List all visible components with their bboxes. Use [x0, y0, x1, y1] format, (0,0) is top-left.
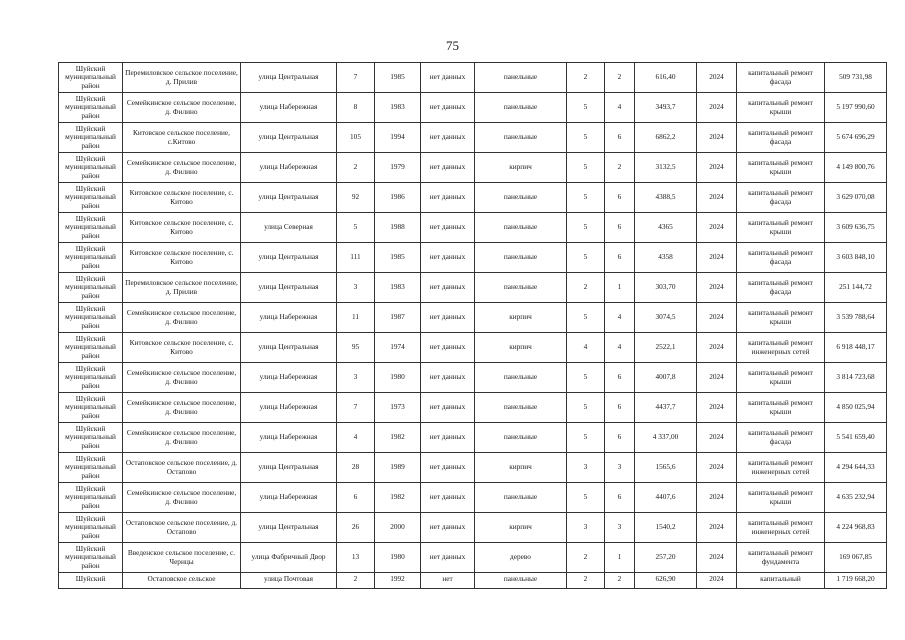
settlement-cell: Семейкинское сельское поселение, д. Филино [123, 153, 241, 183]
year-built-cell: 1983 [375, 273, 421, 303]
year-built-cell: 1987 [375, 303, 421, 333]
repair-type-cell: капитальный ремонт фасада [737, 183, 825, 213]
table-row [59, 153, 887, 183]
repair-type-cell: капитальный ремонт фасада [737, 423, 825, 453]
cost-cell: 5 541 659,40 [825, 423, 887, 453]
district-cell: Шуйский муниципальный район [59, 93, 123, 123]
settlement-cell: Китовское сельское поселение, с. Китово [123, 183, 241, 213]
repair-year-cell: 2024 [697, 63, 737, 93]
entrances-cell: 1 [605, 273, 635, 303]
repair-year-cell: 2024 [697, 363, 737, 393]
year-built-cell: 1980 [375, 363, 421, 393]
entrances-cell: 6 [605, 393, 635, 423]
settlement-cell: Китовское сельское поселение, с.Китово [123, 123, 241, 153]
house-number-cell: 8 [337, 93, 375, 123]
area-cell: 626,90 [635, 573, 697, 589]
wall-material-cell: панельные [475, 183, 567, 213]
area-cell: 3493,7 [635, 93, 697, 123]
house-number-cell: 28 [337, 453, 375, 483]
wall-material-cell: панельные [475, 273, 567, 303]
street-cell: улица Северная [241, 213, 337, 243]
district-cell: Шуйский муниципальный район [59, 333, 123, 363]
floors-cell: 5 [567, 153, 605, 183]
year-built-cell: 1994 [375, 123, 421, 153]
year-built-cell: 1979 [375, 153, 421, 183]
district-cell: Шуйский муниципальный район [59, 453, 123, 483]
year-cell-2: нет данных [421, 243, 475, 273]
year-cell-2: нет данных [421, 183, 475, 213]
area-cell: 3074,5 [635, 303, 697, 333]
year-built-cell: 1985 [375, 243, 421, 273]
street-cell: улица Почтовая [241, 573, 337, 589]
entrances-cell: 3 [605, 513, 635, 543]
year-cell-2: нет данных [421, 543, 475, 573]
table-row [59, 543, 887, 573]
settlement-cell: Перемиловское сельское поселение, д. Прилив [123, 273, 241, 303]
house-number-cell: 4 [337, 423, 375, 453]
cost-cell: 5 674 696,29 [825, 123, 887, 153]
house-number-cell: 3 [337, 273, 375, 303]
year-built-cell: 1989 [375, 453, 421, 483]
street-cell: улица Набережная [241, 363, 337, 393]
district-cell: Шуйский муниципальный район [59, 123, 123, 153]
entrances-cell: 2 [605, 153, 635, 183]
entrances-cell: 2 [605, 63, 635, 93]
table-row [59, 573, 887, 589]
cost-cell: 3 603 848,10 [825, 243, 887, 273]
house-number-cell: 5 [337, 213, 375, 243]
settlement-cell: Китовское сельское поселение, с. Китово [123, 243, 241, 273]
district-cell: Шуйский муниципальный район [59, 63, 123, 93]
house-number-cell: 26 [337, 513, 375, 543]
table-body [59, 63, 887, 589]
wall-material-cell: панельные [475, 123, 567, 153]
floors-cell: 4 [567, 333, 605, 363]
district-cell: Шуйский муниципальный район [59, 423, 123, 453]
cost-cell: 4 635 232,94 [825, 483, 887, 513]
wall-material-cell: панельные [475, 423, 567, 453]
repair-type-cell: капитальный ремонт инженерных сетей [737, 453, 825, 483]
year-cell-2: нет данных [421, 153, 475, 183]
year-cell-2: нет данных [421, 213, 475, 243]
street-cell: улица Набережная [241, 303, 337, 333]
year-built-cell: 2000 [375, 513, 421, 543]
repair-type-cell: капитальный ремонт инженерных сетей [737, 333, 825, 363]
repair-year-cell: 2024 [697, 153, 737, 183]
cost-cell: 5 197 990,60 [825, 93, 887, 123]
repair-year-cell: 2024 [697, 483, 737, 513]
cost-cell: 3 539 788,64 [825, 303, 887, 333]
year-cell-2: нет данных [421, 393, 475, 423]
floors-cell: 5 [567, 393, 605, 423]
street-cell: улица Набережная [241, 153, 337, 183]
street-cell: улица Центральная [241, 513, 337, 543]
district-cell: Шуйский муниципальный район [59, 243, 123, 273]
floors-cell: 5 [567, 183, 605, 213]
settlement-cell: Семейкинское сельское поселение, д. Филино [123, 393, 241, 423]
wall-material-cell: панельные [475, 363, 567, 393]
cost-cell: 169 067,85 [825, 543, 887, 573]
table-row [59, 273, 887, 303]
wall-material-cell: панельные [475, 243, 567, 273]
wall-material-cell: панельные [475, 93, 567, 123]
year-built-cell: 1988 [375, 213, 421, 243]
district-cell: Шуйский муниципальный район [59, 303, 123, 333]
floors-cell: 5 [567, 243, 605, 273]
table-row [59, 513, 887, 543]
repair-type-cell: капитальный ремонт фасада [737, 243, 825, 273]
year-cell-2: нет данных [421, 123, 475, 153]
year-built-cell: 1985 [375, 63, 421, 93]
floors-cell: 3 [567, 513, 605, 543]
table-row [59, 483, 887, 513]
cost-cell: 4 294 644,33 [825, 453, 887, 483]
repair-type-cell: капитальный ремонт крыши [737, 363, 825, 393]
repair-year-cell: 2024 [697, 183, 737, 213]
street-cell: улица Центральная [241, 243, 337, 273]
floors-cell: 5 [567, 213, 605, 243]
settlement-cell: Семейкинское сельское поселение, д. Филино [123, 303, 241, 333]
wall-material-cell: панельные [475, 393, 567, 423]
year-cell-2: нет данных [421, 273, 475, 303]
settlement-cell: Остаповское сельское [123, 573, 241, 589]
table-row [59, 213, 887, 243]
area-cell: 4388,5 [635, 183, 697, 213]
year-cell-2: нет данных [421, 513, 475, 543]
district-cell: Шуйский муниципальный район [59, 543, 123, 573]
street-cell: улица Центральная [241, 123, 337, 153]
settlement-cell: Семейкинское сельское поселение, д. Филино [123, 483, 241, 513]
entrances-cell: 6 [605, 123, 635, 153]
repair-type-cell: капитальный ремонт фундамента [737, 543, 825, 573]
year-cell-2: нет данных [421, 423, 475, 453]
area-cell: 4365 [635, 213, 697, 243]
district-cell: Шуйский [59, 573, 123, 589]
page-number: 75 [446, 38, 459, 53]
house-number-cell: 7 [337, 393, 375, 423]
table-row [59, 63, 887, 93]
repair-type-cell: капитальный ремонт крыши [737, 483, 825, 513]
table-row [59, 453, 887, 483]
entrances-cell: 6 [605, 213, 635, 243]
area-cell: 4358 [635, 243, 697, 273]
settlement-cell: Остаповское сельское поселение, д. Остапово [123, 513, 241, 543]
year-cell-2: нет данных [421, 333, 475, 363]
settlement-cell: Семейкинское сельское поселение, д. Филино [123, 363, 241, 393]
settlement-cell: Семейкинское сельское поселение, д. Филино [123, 93, 241, 123]
district-cell: Шуйский муниципальный район [59, 483, 123, 513]
table-row [59, 363, 887, 393]
entrances-cell: 6 [605, 183, 635, 213]
street-cell: улица Центральная [241, 273, 337, 303]
repair-year-cell: 2024 [697, 303, 737, 333]
house-number-cell: 6 [337, 483, 375, 513]
wall-material-cell: кирпич [475, 453, 567, 483]
repair-type-cell: капитальный ремонт инженерных сетей [737, 513, 825, 543]
street-cell: улица Центральная [241, 63, 337, 93]
entrances-cell: 2 [605, 573, 635, 589]
entrances-cell: 6 [605, 363, 635, 393]
table-row [59, 123, 887, 153]
cost-cell: 3 609 636,75 [825, 213, 887, 243]
wall-material-cell: дерево [475, 543, 567, 573]
cost-cell: 1 719 668,20 [825, 573, 887, 589]
floors-cell: 2 [567, 543, 605, 573]
house-number-cell: 105 [337, 123, 375, 153]
year-built-cell: 1973 [375, 393, 421, 423]
year-built-cell: 1982 [375, 483, 421, 513]
repair-year-cell: 2024 [697, 123, 737, 153]
wall-material-cell: кирпич [475, 513, 567, 543]
wall-material-cell: панельные [475, 213, 567, 243]
area-cell: 4437,7 [635, 393, 697, 423]
cost-cell: 6 918 448,17 [825, 333, 887, 363]
year-built-cell: 1986 [375, 183, 421, 213]
year-cell-2: нет данных [421, 363, 475, 393]
street-cell: улица Центральная [241, 183, 337, 213]
settlement-cell: Китовское сельское поселение, с. Китово [123, 213, 241, 243]
wall-material-cell: панельные [475, 573, 567, 589]
entrances-cell: 6 [605, 423, 635, 453]
area-cell: 1565,6 [635, 453, 697, 483]
street-cell: улица Набережная [241, 483, 337, 513]
floors-cell: 5 [567, 93, 605, 123]
wall-material-cell: кирпич [475, 333, 567, 363]
house-number-cell: 3 [337, 363, 375, 393]
district-cell: Шуйский муниципальный район [59, 213, 123, 243]
area-cell: 4 337,00 [635, 423, 697, 453]
year-built-cell: 1983 [375, 93, 421, 123]
floors-cell: 5 [567, 363, 605, 393]
cost-cell: 4 149 800,76 [825, 153, 887, 183]
repair-year-cell: 2024 [697, 333, 737, 363]
year-built-cell: 1974 [375, 333, 421, 363]
street-cell: улица Набережная [241, 93, 337, 123]
district-cell: Шуйский муниципальный район [59, 273, 123, 303]
floors-cell: 3 [567, 453, 605, 483]
floors-cell: 5 [567, 423, 605, 453]
wall-material-cell: панельные [475, 63, 567, 93]
house-number-cell: 95 [337, 333, 375, 363]
settlement-cell: Перемиловское сельское поселение, д. Прилив [123, 63, 241, 93]
year-cell-2: нет данных [421, 453, 475, 483]
year-cell-2: нет данных [421, 483, 475, 513]
district-cell: Шуйский муниципальный район [59, 393, 123, 423]
table-row [59, 183, 887, 213]
wall-material-cell: панельные [475, 483, 567, 513]
housing-repair-table [58, 62, 887, 589]
entrances-cell: 4 [605, 93, 635, 123]
cost-cell: 4 850 025,94 [825, 393, 887, 423]
table-row [59, 423, 887, 453]
street-cell: улица Фабричный Двор [241, 543, 337, 573]
cost-cell: 4 224 968,83 [825, 513, 887, 543]
year-built-cell: 1982 [375, 423, 421, 453]
repair-year-cell: 2024 [697, 453, 737, 483]
repair-year-cell: 2024 [697, 543, 737, 573]
floors-cell: 5 [567, 303, 605, 333]
table-row [59, 93, 887, 123]
repair-year-cell: 2024 [697, 243, 737, 273]
wall-material-cell: кирпич [475, 303, 567, 333]
house-number-cell: 111 [337, 243, 375, 273]
repair-type-cell: капитальный ремонт крыши [737, 393, 825, 423]
repair-year-cell: 2024 [697, 393, 737, 423]
street-cell: улица Центральная [241, 333, 337, 363]
repair-year-cell: 2024 [697, 513, 737, 543]
entrances-cell: 6 [605, 483, 635, 513]
district-cell: Шуйский муниципальный район [59, 363, 123, 393]
repair-type-cell: капитальный ремонт крыши [737, 303, 825, 333]
year-cell-2: нет данных [421, 93, 475, 123]
year-built-cell: 1980 [375, 543, 421, 573]
year-cell-2: нет [421, 573, 475, 589]
repair-type-cell: капитальный ремонт крыши [737, 153, 825, 183]
table-row [59, 393, 887, 423]
area-cell: 2522,1 [635, 333, 697, 363]
area-cell: 1540,2 [635, 513, 697, 543]
repair-type-cell: капитальный ремонт фасада [737, 273, 825, 303]
repair-type-cell: капитальный ремонт крыши [737, 213, 825, 243]
area-cell: 616,40 [635, 63, 697, 93]
house-number-cell: 2 [337, 153, 375, 183]
street-cell: улица Центральная [241, 453, 337, 483]
area-cell: 3132,5 [635, 153, 697, 183]
settlement-cell: Введенское сельское поселение, с. Чернцы [123, 543, 241, 573]
entrances-cell: 4 [605, 303, 635, 333]
floors-cell: 5 [567, 123, 605, 153]
entrances-cell: 6 [605, 243, 635, 273]
area-cell: 4407,6 [635, 483, 697, 513]
cost-cell: 509 731,98 [825, 63, 887, 93]
repair-type-cell: капитальный [737, 573, 825, 589]
street-cell: улица Набережная [241, 423, 337, 453]
table-row [59, 303, 887, 333]
floors-cell: 5 [567, 483, 605, 513]
cost-cell: 251 144,72 [825, 273, 887, 303]
cost-cell: 3 814 723,68 [825, 363, 887, 393]
district-cell: Шуйский муниципальный район [59, 513, 123, 543]
repair-year-cell: 2024 [697, 213, 737, 243]
house-number-cell: 7 [337, 63, 375, 93]
wall-material-cell: кирпич [475, 153, 567, 183]
floors-cell: 2 [567, 273, 605, 303]
settlement-cell: Остаповское сельское поселение, д. Остапово [123, 453, 241, 483]
area-cell: 257,20 [635, 543, 697, 573]
repair-year-cell: 2024 [697, 423, 737, 453]
table-row [59, 243, 887, 273]
repair-year-cell: 2024 [697, 573, 737, 589]
house-number-cell: 13 [337, 543, 375, 573]
house-number-cell: 2 [337, 573, 375, 589]
repair-type-cell: капитальный ремонт фасада [737, 123, 825, 153]
repair-year-cell: 2024 [697, 273, 737, 303]
year-cell-2: нет данных [421, 63, 475, 93]
repair-type-cell: капитальный ремонт фасада [737, 63, 825, 93]
area-cell: 303,70 [635, 273, 697, 303]
table-row [59, 333, 887, 363]
entrances-cell: 1 [605, 543, 635, 573]
entrances-cell: 3 [605, 453, 635, 483]
area-cell: 6862,2 [635, 123, 697, 153]
floors-cell: 2 [567, 573, 605, 589]
floors-cell: 2 [567, 63, 605, 93]
district-cell: Шуйский муниципальный район [59, 153, 123, 183]
area-cell: 4007,8 [635, 363, 697, 393]
settlement-cell: Китовское сельское поселение, с. Китово [123, 333, 241, 363]
repair-type-cell: капитальный ремонт крыши [737, 93, 825, 123]
street-cell: улица Набережная [241, 393, 337, 423]
district-cell: Шуйский муниципальный район [59, 183, 123, 213]
repair-year-cell: 2024 [697, 93, 737, 123]
settlement-cell: Семейкинское сельское поселение, д. Филино [123, 423, 241, 453]
cost-cell: 3 629 070,08 [825, 183, 887, 213]
year-built-cell: 1992 [375, 573, 421, 589]
year-cell-2: нет данных [421, 303, 475, 333]
house-number-cell: 92 [337, 183, 375, 213]
house-number-cell: 11 [337, 303, 375, 333]
entrances-cell: 4 [605, 333, 635, 363]
